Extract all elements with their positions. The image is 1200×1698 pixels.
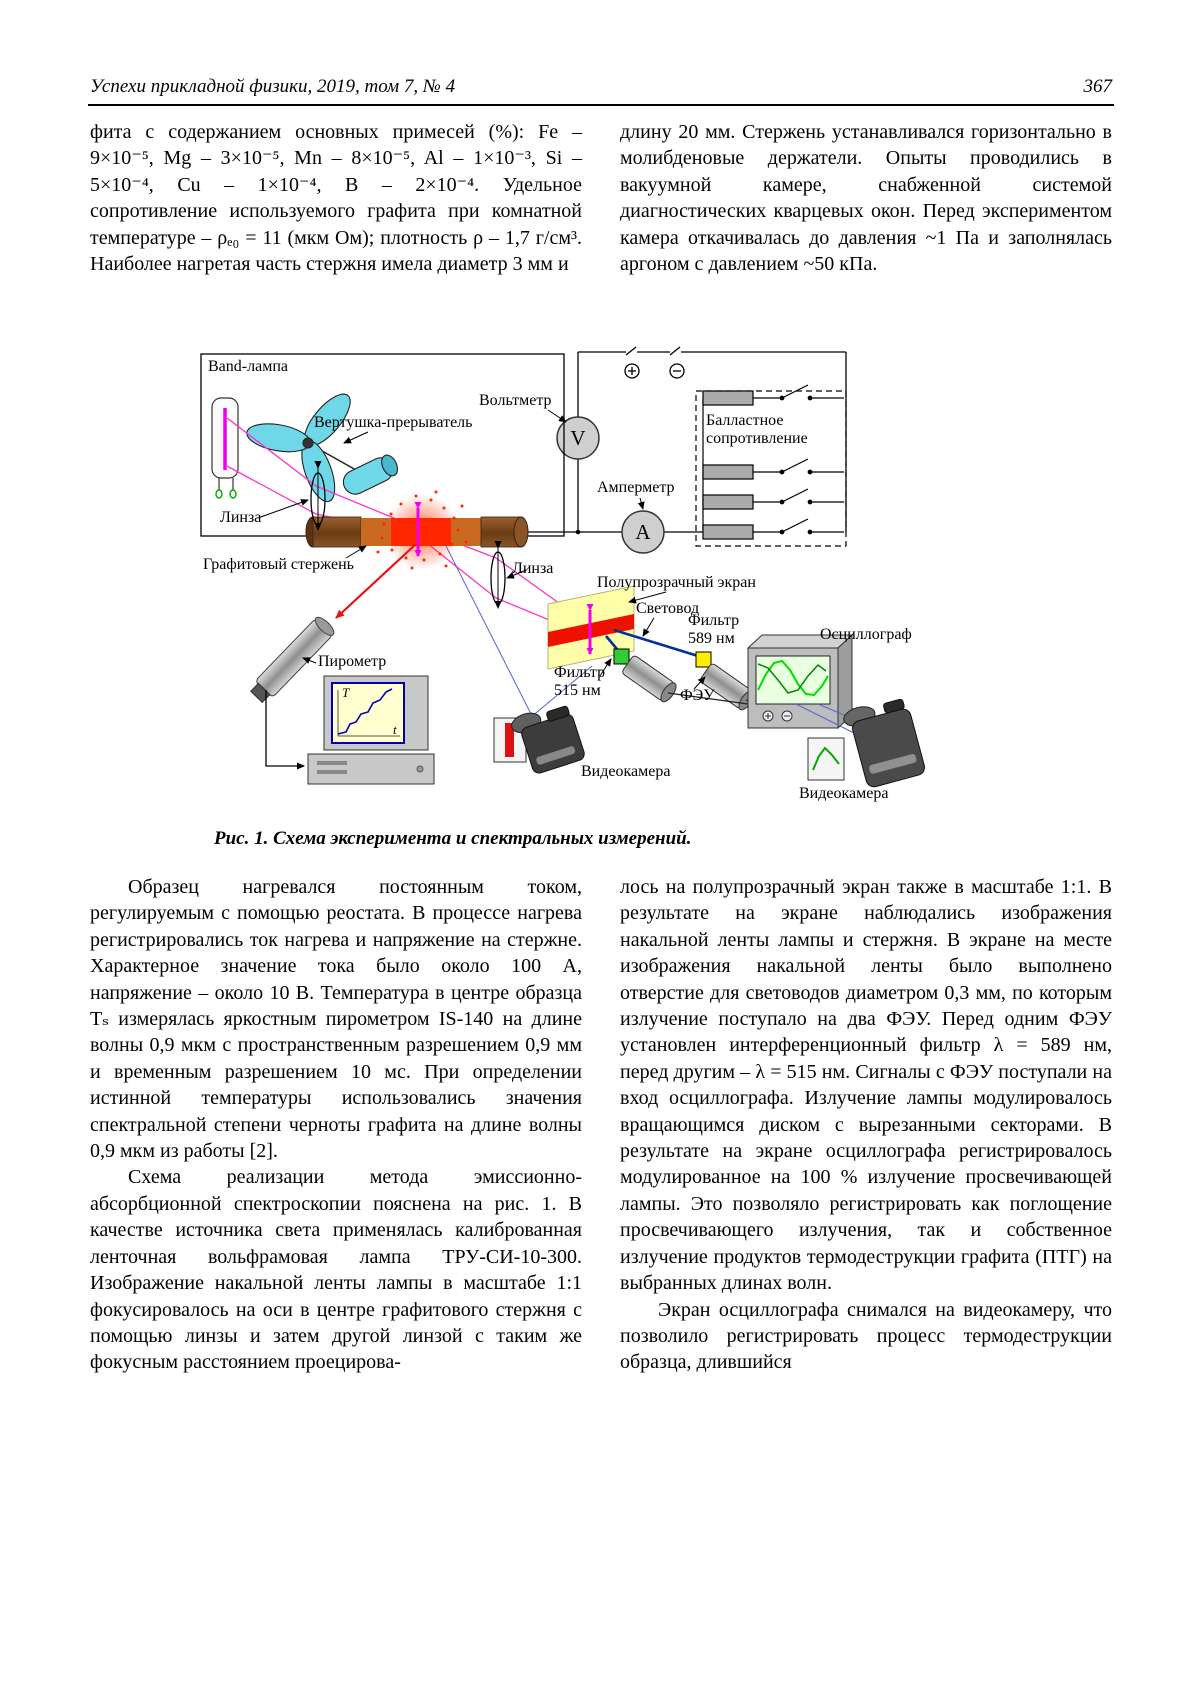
label-screen: Полупрозрачный экран	[597, 574, 756, 591]
label-lens-left: Линза	[220, 509, 262, 526]
paragraph-col2-top: длину 20 мм. Стержень устанавливался горизонтально в молибденовые держатели. Опыты проводились в вакуумной камере, снабженной системой диагностических кварцевых окон. Перед экспериментом камера откачивалась до давления ~1 Па и заполнялась аргоном с давлением ~50 кПа.	[620, 121, 1112, 276]
plot-y-label: T	[342, 685, 350, 700]
label-camera-right: Видеокамера	[799, 785, 889, 802]
label-voltmeter: Вольтметр	[479, 392, 552, 409]
computer	[308, 676, 434, 784]
column-right-top	[620, 119, 1112, 277]
label-filter-515: Фильтр 515 нм	[554, 664, 606, 699]
video-camera-left	[494, 700, 586, 777]
system-unit	[308, 754, 434, 784]
label-band-lamp: Band-лампа	[208, 358, 288, 375]
plot-x-label: t	[393, 722, 397, 737]
label-camera-left: Видеокамера	[581, 763, 671, 780]
pyrometer-computer-cable	[266, 690, 304, 766]
label-light-guide: Световод	[636, 600, 700, 617]
figure-1	[196, 346, 1116, 808]
ballast-resistor-bank	[696, 385, 846, 546]
header-rule	[88, 104, 1114, 106]
ammeter	[622, 511, 664, 553]
rod-hot-zone	[391, 518, 451, 546]
paragraph-heating: Образец нагревался постоянным током, регулируемым с помощью реостата. В процессе нагрева регистрировались ток нагрева и напряжение на стержне. Характерное значение тока было около 100 А, напряжение – около 10 В. Температура в центре образца Tₛ измерялась яркостным пирометром IS-140 на длине волны 0,9 мкм с пространственным разрешением 0,9 мм и временным разрешением 10 мс. При определении истинной температуры использовались значения спектральной степени черноты графита на длине волны 0,9 мкм из работы [2].	[90, 876, 582, 1163]
pmt-515	[621, 655, 679, 705]
voltmeter	[557, 417, 599, 459]
paragraph-scheme: Схема реализации метода эмиссионно-абсорбционной спектроскопии пояснена на рис. 1. В качестве источника света применялась калиброванная ленточная вольфрамовая лампа ТРУ-СИ-10-300. Изображение накальной ленты лампы в масштабе 1:1 фокусировалось на оси в центре графитового стержня с помощью линзы и затем другой линзой с таким же фокусным расстоянием проецирова-	[90, 1166, 582, 1374]
filter-515	[614, 649, 629, 664]
paragraph-video-recording: Экран осциллографа снимался на видеокамеру, что позволило регистрировать процесс термодеструкции образца, длившийся	[620, 1298, 1112, 1374]
voltmeter-symbol: V	[570, 426, 586, 450]
label-lens-right: Линза	[512, 560, 554, 577]
label-filter-589: Фильтр 589 нм	[688, 612, 740, 647]
running-head-journal: Успехи прикладной физики, 2019, том 7, № 4	[90, 76, 456, 97]
label-pmt: ФЭУ	[680, 687, 715, 704]
column-left-bottom	[90, 874, 582, 1376]
running-head-page-number: 367	[1083, 76, 1112, 97]
filter-589	[696, 652, 711, 667]
label-pyrometer: Пирометр	[318, 653, 387, 670]
label-ammeter: Амперметр	[597, 479, 675, 496]
label-graphite-rod: Графитовый стержень	[203, 556, 354, 573]
label-oscilloscope: Осциллограф	[820, 626, 912, 643]
paragraph-screen-projection: лось на полупрозрачный экран также в масштабе 1:1. В результате на экране наблюдались изображения накальной ленты лампы и стержня. В экране на месте изображения накальной ленты было выполнено отверстие для световодов диаметром 0,3 мм, по которым излучение поступало на два ФЭУ. Перед одним ФЭУ установлен интерференционный фильтр λ = 589 нм, перед другим – λ = 515 нм. Сигналы с ФЭУ поступали на вход осциллографа. Излучение лампы модулировалось вращающимся диском с вырезанными секторами. В результате на экране осциллографа регистрировалось модулированное на 100 % излучение просвечивающей лампы. Это позволяло регистрировать как поглощение просвечивающего излучения, так и собственное излучение продуктов термодеструкции графита (ПТГ) на выбранных длинах волн.	[620, 876, 1112, 1295]
label-ballast: Балластное сопротивление	[706, 412, 808, 447]
supply-terminals	[625, 364, 684, 378]
label-chopper: Вертушка-прерыватель	[314, 414, 473, 431]
oscilloscope	[748, 635, 852, 728]
column-right-bottom	[620, 874, 1112, 1376]
figure-caption: Рис. 1. Схема эксперимента и спектральных измерений.	[214, 828, 692, 849]
oscilloscope-screen	[756, 656, 830, 704]
running-head	[90, 76, 1112, 98]
column-left-top	[90, 119, 582, 277]
paragraph-col1-top: фита с содержанием основных примесей (%): Fe – 9×10⁻⁵, Mg – 3×10⁻⁵, Mn – 8×10⁻⁵, Al – 1×10⁻³, Si – 5×10⁻⁴, Cu – 1×10⁻⁴, B – 2×10⁻⁴. Удельное сопротивление используемого графита при комнатной температуре – ρₑ₀ = 11 (мкм Ом); плотность ρ – 1,7 г/см³. Наиболее нагретая часть стержня имела диаметр 3 мм и	[90, 121, 582, 276]
ammeter-symbol: A	[635, 520, 651, 544]
